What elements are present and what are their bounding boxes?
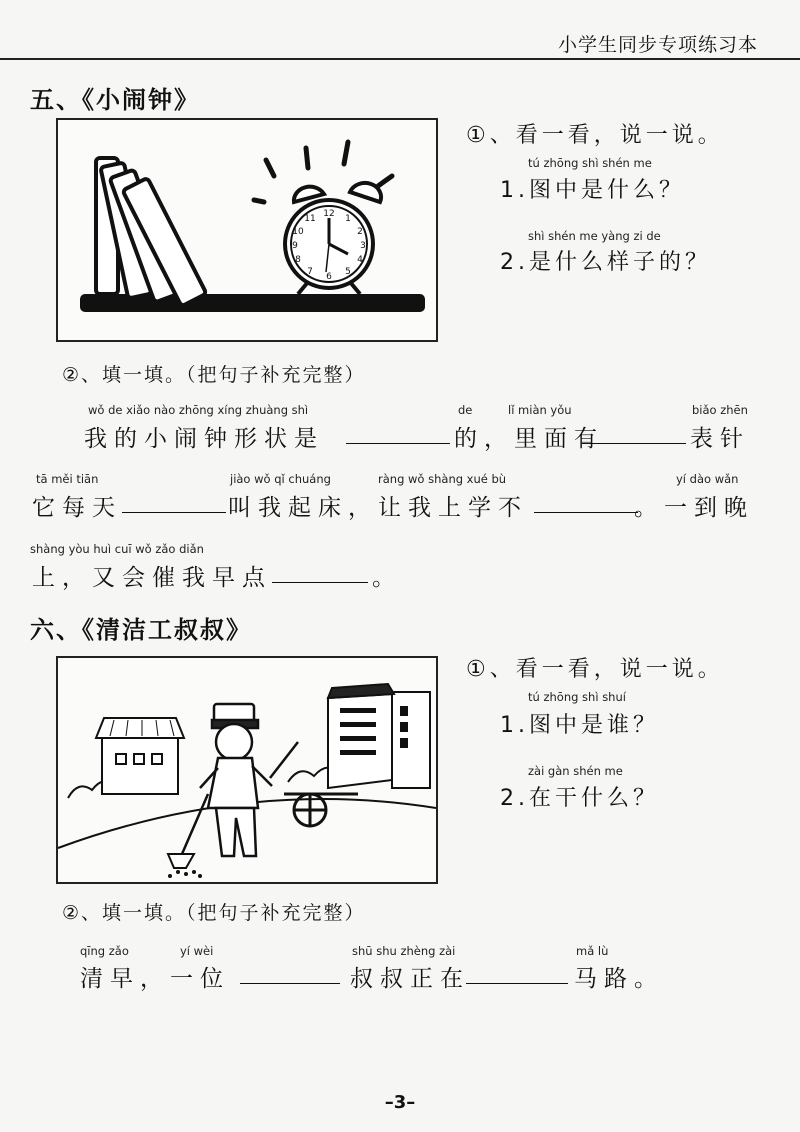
s5-sub2-question: 2.是什么样子的？ bbox=[500, 250, 711, 275]
s5-line2-pinyin-a: tā měi tiān bbox=[36, 472, 99, 486]
s6-line1-pinyin-d: mǎ lù bbox=[576, 944, 609, 958]
s6-sub1-question: 1.图中是谁？ bbox=[500, 713, 659, 738]
svg-text:11: 11 bbox=[304, 214, 316, 224]
s5-blank-shape[interactable] bbox=[346, 442, 450, 444]
svg-text:4: 4 bbox=[357, 255, 363, 265]
s5-q1-label: ①、看一看，说一说。 bbox=[466, 123, 724, 148]
s6-line1-pinyin-b: yí wèi bbox=[180, 944, 214, 958]
s5-blank-sleep[interactable] bbox=[272, 581, 368, 583]
s5-sub2-pinyin: shì shén me yàng zi de bbox=[528, 229, 661, 243]
s5-line2-pinyin-d: yí dào wǎn bbox=[676, 472, 739, 486]
section-6-title: 六、《清洁工叔叔》 bbox=[30, 616, 252, 644]
s6-line1-text-b: 叔叔正在 bbox=[350, 966, 470, 992]
s6-sub1-pinyin: tú zhōng shì shuí bbox=[528, 690, 626, 704]
s5-line1-text-c: 表针 bbox=[690, 426, 750, 452]
svg-text:5: 5 bbox=[345, 267, 351, 277]
s5-q2-label: ②、填一填。（把句子补充完整） bbox=[62, 364, 366, 386]
s5-line3-pinyin: shàng yòu huì cuī wǒ zǎo diǎn bbox=[30, 542, 204, 556]
s5-line2-pinyin-c: ràng wǒ shàng xué bù bbox=[378, 472, 507, 486]
svg-text:2: 2 bbox=[357, 227, 363, 237]
s5-line2-pinyin-b: jiào wǒ qǐ chuáng bbox=[230, 472, 331, 486]
street-cleaner-illustration bbox=[56, 656, 438, 884]
s6-sub2-question: 2.在干什么？ bbox=[500, 786, 659, 811]
s5-line1-pinyin-b: de bbox=[458, 403, 473, 417]
section-5-title: 五、《小闹钟》 bbox=[30, 86, 200, 114]
s5-blank-late[interactable] bbox=[534, 511, 638, 513]
s6-blank-doing[interactable] bbox=[466, 982, 568, 984]
s6-sub2-pinyin: zài gàn shén me bbox=[528, 764, 623, 778]
svg-text:3: 3 bbox=[360, 241, 366, 251]
s5-line1-pinyin-d: biǎo zhēn bbox=[692, 403, 748, 417]
page-number: –3– bbox=[384, 1092, 416, 1113]
svg-text:12: 12 bbox=[323, 209, 335, 219]
svg-text:1: 1 bbox=[345, 214, 351, 224]
svg-text:6: 6 bbox=[326, 272, 332, 282]
workbook-title: 小学生同步专项练习本 bbox=[557, 34, 758, 56]
s5-sub1-pinyin: tú zhōng shì shén me bbox=[528, 156, 652, 170]
s6-line1-text-c: 马路。 bbox=[574, 966, 664, 992]
alarm-clock-drawing bbox=[58, 120, 436, 340]
svg-text:10: 10 bbox=[292, 227, 304, 237]
alarm-clock-illustration bbox=[56, 118, 438, 342]
s6-line1-text-a: 清早，一位 bbox=[80, 966, 230, 992]
s5-line2-text-c: 。一到晚 bbox=[634, 495, 754, 521]
s5-line1-text-a: 我的小闹钟形状是 bbox=[84, 426, 324, 452]
s5-line3-text-b: 。 bbox=[372, 565, 402, 591]
s6-line1-pinyin-a: qīng zǎo bbox=[80, 944, 129, 958]
svg-text:8: 8 bbox=[295, 255, 301, 265]
s5-line3-text-a: 上，又会催我早点 bbox=[32, 565, 272, 591]
street-cleaner-drawing bbox=[58, 658, 436, 882]
s5-line1-pinyin-a: wǒ de xiǎo nào zhōng xíng zhuàng shì bbox=[88, 403, 309, 417]
s6-q2-label: ②、填一填。（把句子补充完整） bbox=[62, 902, 366, 924]
s6-q1-label: ①、看一看，说一说。 bbox=[466, 657, 724, 682]
s5-blank-inside[interactable] bbox=[582, 442, 686, 444]
s5-blank-every-day[interactable] bbox=[122, 511, 226, 513]
s5-line1-pinyin-c: lǐ miàn yǒu bbox=[508, 403, 572, 417]
svg-text:7: 7 bbox=[307, 267, 313, 277]
s5-sub1-question: 1.图中是什么？ bbox=[500, 178, 685, 203]
s6-blank-who[interactable] bbox=[240, 982, 340, 984]
s5-line2-text-a: 它每天 bbox=[32, 495, 122, 521]
s6-line1-pinyin-c: shū shu zhèng zài bbox=[352, 944, 456, 958]
header-divider bbox=[0, 58, 800, 60]
s5-line1-text-b: 的，里面有 bbox=[454, 426, 604, 452]
s5-line2-text-b: 叫我起床，让我上学不 bbox=[228, 495, 528, 521]
svg-text:9: 9 bbox=[292, 241, 298, 251]
